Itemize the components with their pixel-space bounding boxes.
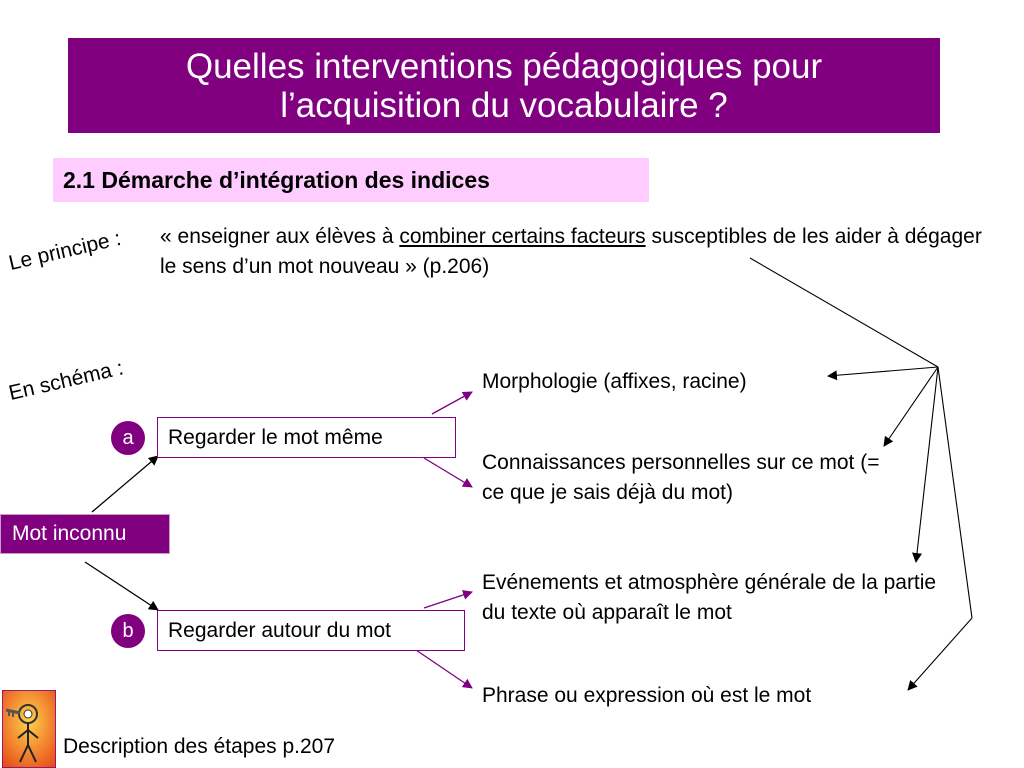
leaf-events-atmosphere: Evénements et atmosphère générale de la partie du texte où apparaît le mot [482, 571, 937, 624]
arrow-root-to-b [85, 562, 158, 610]
branch-a-label: Regarder le mot même [168, 425, 383, 449]
section-heading-text: 2.1 Démarche d’intégration des indices [63, 166, 490, 193]
arrow-a-to-leaf1 [432, 392, 472, 414]
root-node [0, 514, 170, 554]
leaf-morphology: Morphologie (affixes, racine) [482, 370, 747, 393]
arrow-b-to-leaf3 [424, 592, 472, 608]
arrow-root-to-a [92, 456, 158, 512]
branch-b-box [157, 610, 465, 651]
key-figure-icon [2, 690, 56, 768]
title-banner [68, 38, 940, 133]
arrow-hub-to-leaf1 [828, 367, 938, 376]
leaf-phrase-expression: Phrase ou expression où est le mot [482, 684, 812, 707]
root-node-label: Mot inconnu [12, 522, 127, 545]
leaf-personal-knowledge: Connaissances personnelles sur ce mot (= ce que je sais déjà du mot) [482, 451, 880, 504]
footer-reference: Description des étapes p.207 [63, 735, 336, 758]
title-line-2: l’acquisition du vocabulaire ? [280, 85, 728, 125]
arrow-a-to-leaf2 [424, 458, 472, 487]
arrow-hub-to-leaf3 [916, 367, 938, 562]
section-heading [53, 158, 649, 202]
branch-b-label: Regarder autour du mot [168, 618, 391, 642]
marker-b: b [111, 614, 145, 648]
principle-label: Le principe : [6, 226, 124, 276]
marker-a: a [111, 421, 145, 455]
branch-a-box [157, 417, 456, 458]
arrow-b-to-leaf4 [416, 650, 472, 688]
schema-label: En schéma : [6, 356, 126, 406]
principle-text [160, 222, 1000, 282]
principle-text-underlined: combiner certains facteurs [399, 225, 646, 248]
arrow-hub-to-leaf4 [908, 618, 972, 690]
principle-text-after: susceptibles de les aider à dégager le sens d’un mot nouveau » (p.206) [160, 225, 982, 278]
title-line-1: Quelles interventions pédagogiques pour [185, 46, 823, 86]
principle-text-before: « enseigner aux élèves à [160, 225, 400, 248]
